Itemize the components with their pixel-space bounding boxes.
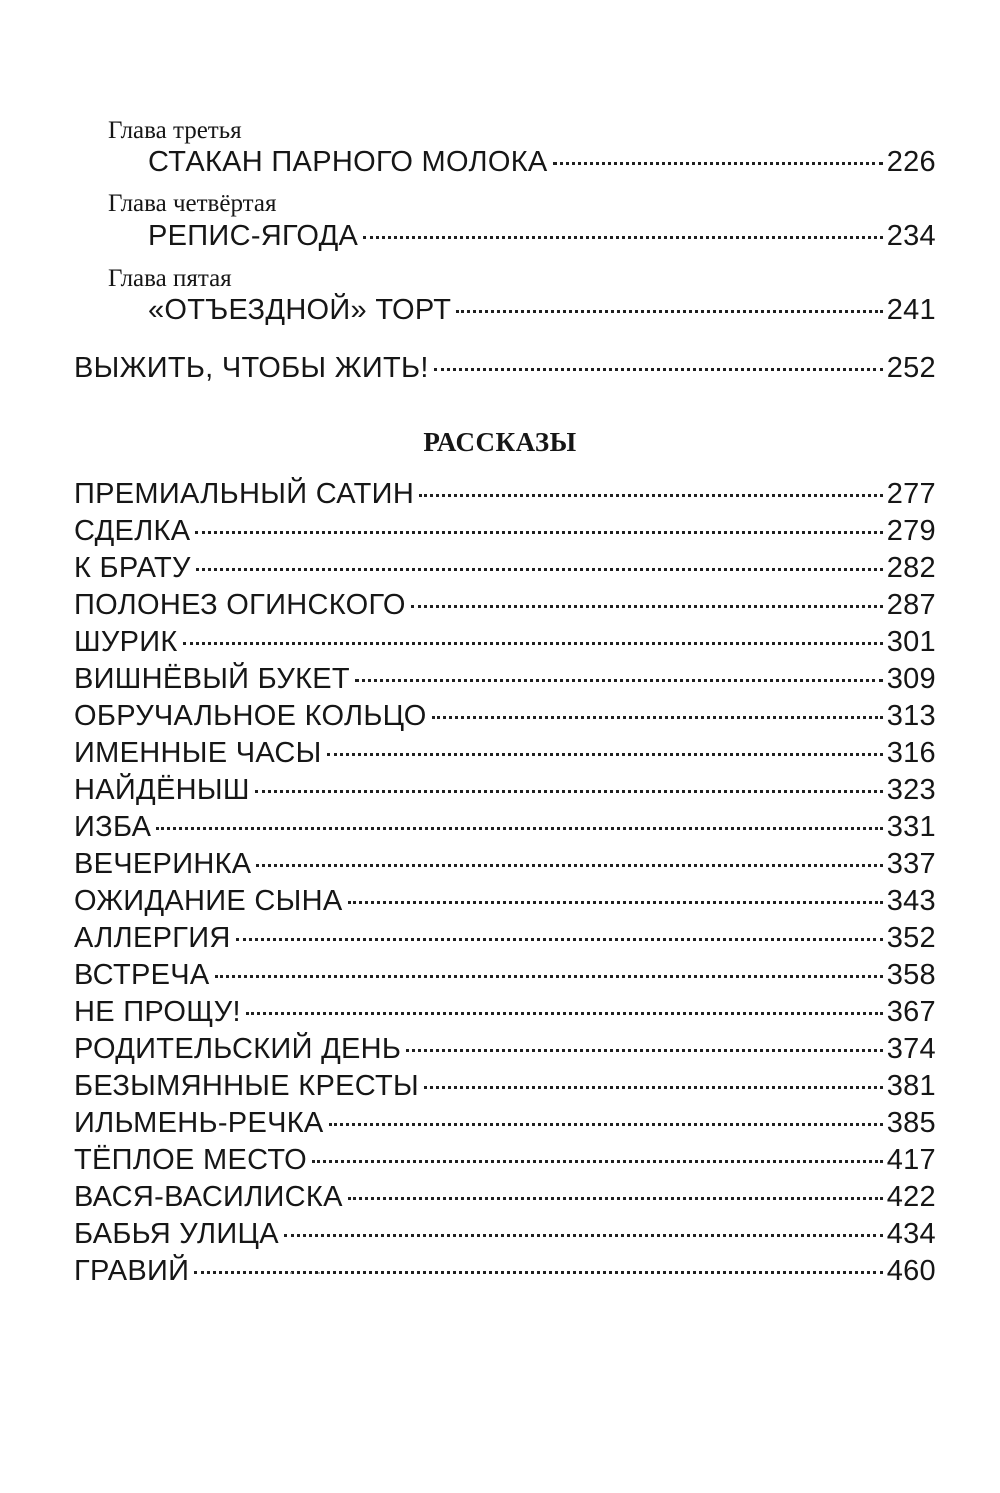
page-number: 337 <box>886 848 936 880</box>
entry-title: НЕ ПРОЩУ! <box>74 996 241 1028</box>
chapter-label: Глава четвёртая <box>108 190 277 217</box>
page-number: 252 <box>886 352 936 384</box>
entry-title: ОБРУЧАЛЬНОЕ КОЛЬЦО <box>74 700 427 732</box>
dot-leader <box>553 162 883 165</box>
page-number: 343 <box>886 885 936 917</box>
section-heading: РАССКАЗЫ <box>423 427 577 457</box>
dot-leader <box>348 1197 883 1200</box>
dot-leader <box>327 753 883 756</box>
toc-entry-story[interactable] <box>74 550 936 586</box>
entry-title: ОЖИДАНИЕ СЫНА <box>74 885 343 917</box>
dot-leader <box>419 494 883 497</box>
dot-leader <box>348 901 883 904</box>
page-number: 323 <box>886 774 936 806</box>
dot-leader <box>195 531 882 534</box>
dot-leader <box>406 1049 882 1052</box>
toc-entry-story[interactable] <box>74 735 936 771</box>
toc-entry-chapter[interactable] <box>148 144 936 180</box>
dot-leader <box>156 827 882 830</box>
dot-leader <box>432 716 883 719</box>
entry-title: ВАСЯ-ВАСИЛИСКА <box>74 1181 343 1213</box>
page-number: 352 <box>886 922 936 954</box>
page-number: 313 <box>886 700 936 732</box>
page-number: 434 <box>886 1218 936 1250</box>
dot-leader <box>183 642 883 645</box>
entry-title: ИЛЬМЕНЬ-РЕЧКА <box>74 1107 324 1139</box>
entry-title: РОДИТЕЛЬСКИЙ ДЕНЬ <box>74 1033 402 1065</box>
page-number: 287 <box>886 589 936 621</box>
entry-title: ВСТРЕЧА <box>74 959 210 991</box>
toc-entry-story[interactable] <box>74 1253 936 1289</box>
toc-entry-story[interactable] <box>74 1142 936 1178</box>
page-number: 282 <box>886 552 936 584</box>
entry-title: ПОЛОНЕЗ ОГИНСКОГО <box>74 589 406 621</box>
toc-entry-story[interactable] <box>74 883 936 919</box>
dot-leader <box>363 236 883 239</box>
dot-leader <box>255 790 883 793</box>
print-speck <box>290 1272 292 1274</box>
dot-leader <box>256 864 882 867</box>
page-number: 226 <box>886 146 936 178</box>
dot-leader <box>196 568 883 571</box>
toc-entry-story[interactable] <box>74 476 936 512</box>
entry-title: БЕЗЫМЯННЫЕ КРЕСТЫ <box>74 1070 420 1102</box>
page-number: 385 <box>886 1107 936 1139</box>
entry-title: СДЕЛКА <box>74 515 191 547</box>
dot-leader <box>434 368 883 371</box>
print-speck <box>318 1272 320 1274</box>
page-number: 241 <box>886 294 936 326</box>
page-number: 309 <box>886 663 936 695</box>
entry-title: ИМЕННЫЕ ЧАСЫ <box>74 737 322 769</box>
toc-entry-story[interactable] <box>74 513 936 549</box>
page-number: 367 <box>886 996 936 1028</box>
toc-entry-story[interactable] <box>74 1068 936 1104</box>
toc-entry-part[interactable] <box>74 350 936 386</box>
page-number: 358 <box>886 959 936 991</box>
toc-entry-story[interactable] <box>74 1031 936 1067</box>
toc-entry-story[interactable] <box>74 772 936 808</box>
entry-title: НАЙДЁНЫШ <box>74 774 250 806</box>
entry-title: ВЫЖИТЬ, ЧТОБЫ ЖИТЬ! <box>74 352 429 384</box>
toc-entry-story[interactable] <box>74 920 936 956</box>
dot-leader <box>194 1271 882 1274</box>
entry-title: РЕПИС-ЯГОДА <box>148 220 359 252</box>
entry-title: СТАКАН ПАРНОГО МОЛОКА <box>148 146 548 178</box>
toc-entry-story[interactable] <box>74 1105 936 1141</box>
dot-leader <box>215 975 883 978</box>
page-number: 301 <box>886 626 936 658</box>
page-number: 422 <box>886 1181 936 1213</box>
toc-entry-story[interactable] <box>74 624 936 660</box>
dot-leader <box>246 1012 883 1015</box>
toc-entry-story[interactable] <box>74 809 936 845</box>
page-number: 279 <box>886 515 936 547</box>
entry-title: ГРАВИЙ <box>74 1255 190 1287</box>
page-number: 381 <box>886 1070 936 1102</box>
dot-leader <box>411 605 883 608</box>
toc-entry-story[interactable] <box>74 661 936 697</box>
toc-entry-story[interactable] <box>74 994 936 1030</box>
entry-title: ШУРИК <box>74 626 178 658</box>
toc-entry-story[interactable] <box>74 1216 936 1252</box>
entry-title: ВЕЧЕРИНКА <box>74 848 252 880</box>
entry-title: АЛЛЕРГИЯ <box>74 922 231 954</box>
entry-title: ИЗБА <box>74 811 152 843</box>
dot-leader <box>456 310 882 313</box>
page-number: 234 <box>886 220 936 252</box>
page-number: 277 <box>886 478 936 510</box>
dot-leader <box>236 938 883 941</box>
dot-leader <box>284 1234 883 1237</box>
toc-entry-chapter[interactable] <box>148 218 936 254</box>
entry-title: ТЁПЛОЕ МЕСТО <box>74 1144 307 1176</box>
toc-entry-chapter[interactable] <box>148 292 936 328</box>
page-number: 374 <box>886 1033 936 1065</box>
entry-title: «ОТЪЕЗДНОЙ» ТОРТ <box>148 294 452 326</box>
dot-leader <box>329 1123 883 1126</box>
dot-leader <box>355 679 883 682</box>
toc-entry-story[interactable] <box>74 957 936 993</box>
page-number: 460 <box>886 1255 936 1287</box>
dot-leader <box>312 1160 883 1163</box>
toc-entry-story[interactable] <box>74 846 936 882</box>
page-number: 417 <box>886 1144 936 1176</box>
dot-leader <box>424 1086 883 1089</box>
entry-title: БАБЬЯ УЛИЦА <box>74 1218 279 1250</box>
entry-title: ПРЕМИАЛЬНЫЙ САТИН <box>74 478 415 510</box>
entry-title: К БРАТУ <box>74 552 191 584</box>
toc-entry-story[interactable] <box>74 698 936 734</box>
toc-entry-story[interactable] <box>74 587 936 623</box>
chapter-label: Глава пятая <box>108 265 232 292</box>
page-number: 316 <box>886 737 936 769</box>
page-number: 331 <box>886 811 936 843</box>
entry-title: ВИШНЁВЫЙ БУКЕТ <box>74 663 350 695</box>
toc-entry-story[interactable] <box>74 1179 936 1215</box>
chapter-label: Глава третья <box>108 117 242 144</box>
